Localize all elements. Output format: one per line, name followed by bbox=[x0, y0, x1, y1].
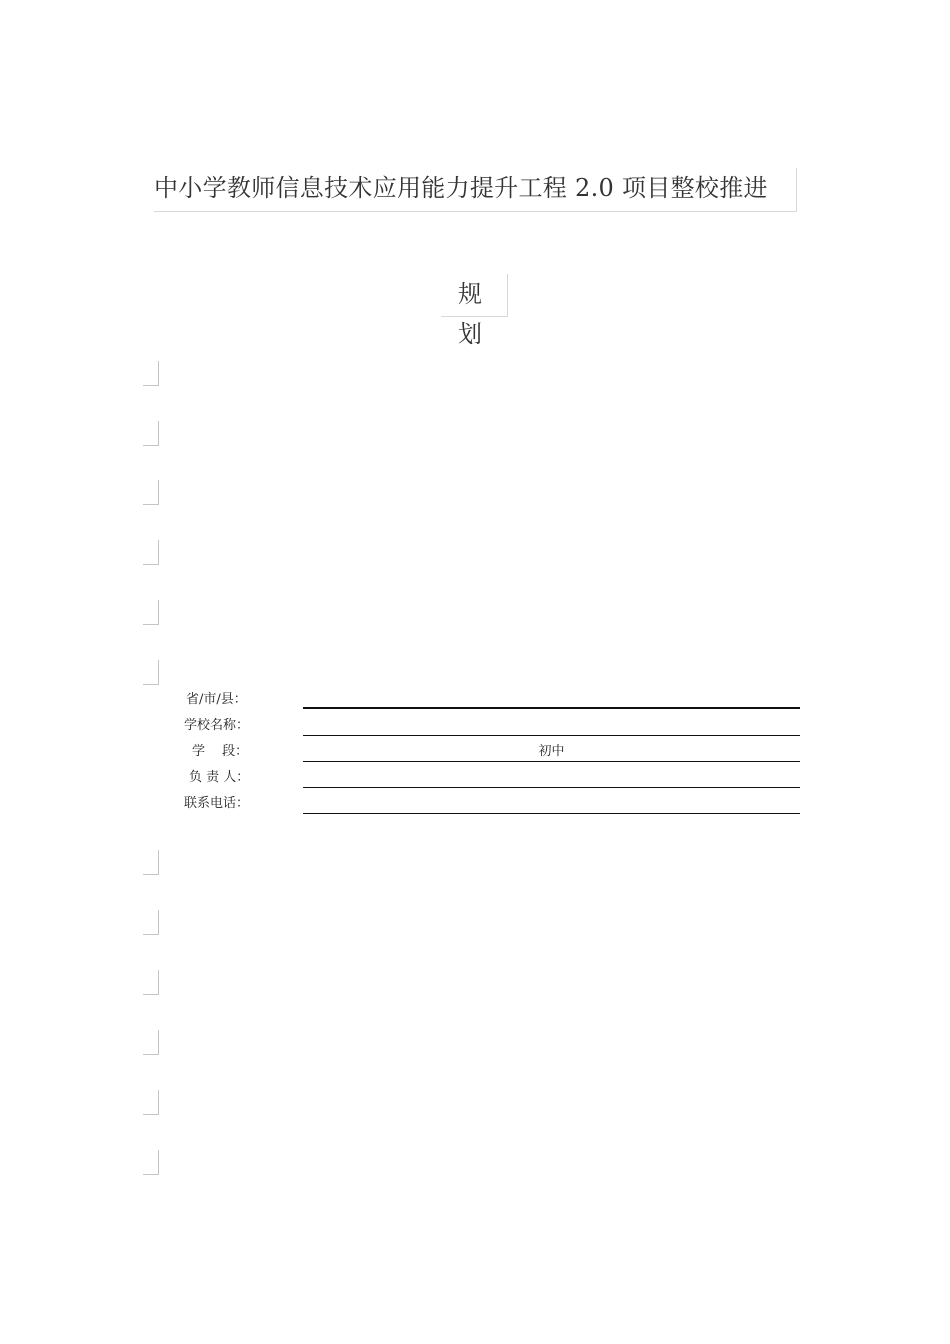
document-title: 中小学教师信息技术应用能力提升工程 2.0 项目整校推进 bbox=[154, 168, 797, 212]
person-in-charge-label: 负 责 人： bbox=[189, 770, 250, 785]
school-level-label: 学 段： bbox=[192, 744, 249, 759]
contact-phone-label: 联系电话： bbox=[184, 796, 250, 811]
school-name-underline bbox=[303, 735, 800, 736]
school-level-value: 初中 bbox=[538, 744, 565, 759]
corner-mark bbox=[143, 1150, 159, 1175]
school-level-underline bbox=[303, 761, 800, 762]
corner-mark bbox=[143, 660, 159, 685]
corner-mark bbox=[143, 970, 159, 995]
corner-mark bbox=[143, 850, 159, 875]
contact-phone-underline bbox=[303, 813, 800, 814]
corner-mark bbox=[143, 361, 159, 386]
corner-mark bbox=[143, 1090, 159, 1115]
province-city-county-underline bbox=[303, 707, 800, 709]
corner-mark bbox=[143, 480, 159, 505]
school-name-label: 学校名称： bbox=[184, 718, 250, 733]
corner-mark bbox=[143, 1030, 159, 1055]
document-subtitle: 规 划 bbox=[441, 274, 508, 317]
corner-mark bbox=[143, 421, 159, 446]
province-city-county-label: 省/市/县： bbox=[186, 692, 247, 707]
corner-mark bbox=[143, 600, 159, 625]
corner-mark bbox=[143, 540, 159, 565]
person-in-charge-underline bbox=[303, 787, 800, 788]
corner-mark bbox=[143, 910, 159, 935]
